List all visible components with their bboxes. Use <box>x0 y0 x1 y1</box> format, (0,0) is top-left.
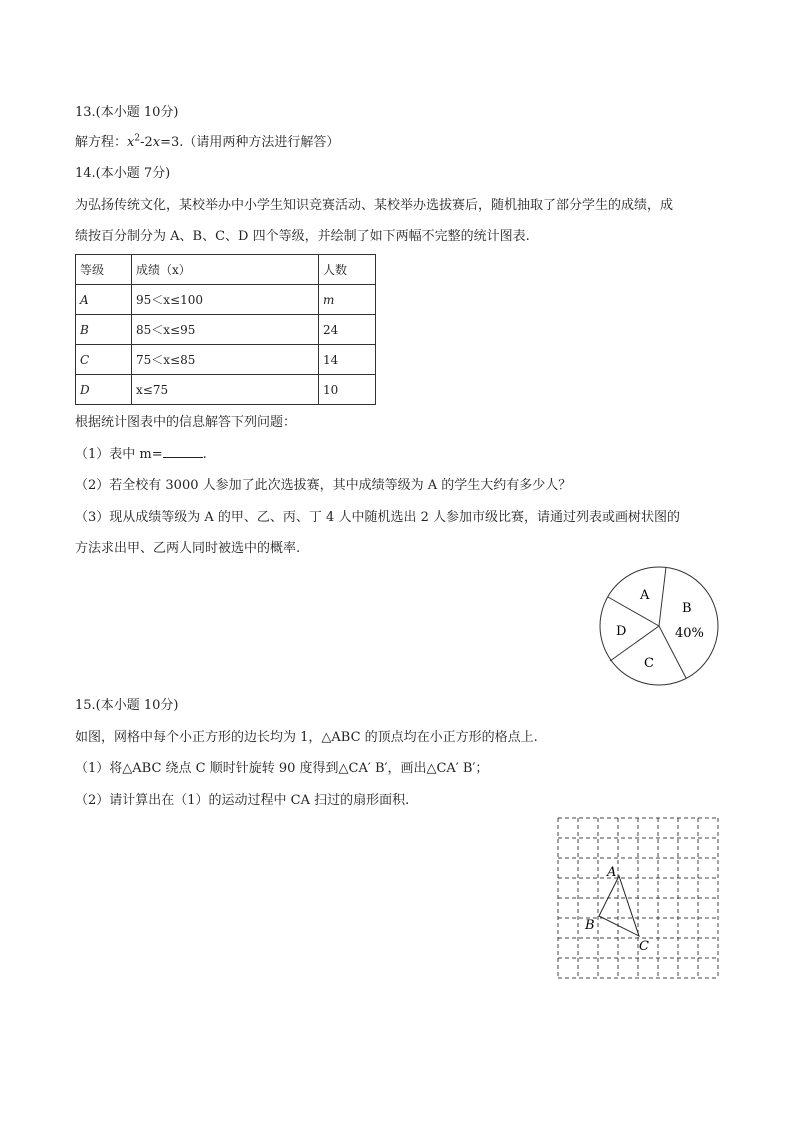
q14-prompt: 根据统计图表中的信息解答下列问题： <box>75 415 297 430</box>
table-cell-grade: B <box>76 315 132 345</box>
table-cell-count: 24 <box>319 315 376 345</box>
q15-sub1: （1）将△ABC 绕点 C 顺时针旋转 90 度得到△CA′ B′，画出△CA′ B′； <box>75 761 489 776</box>
table-cell-count: m <box>319 285 376 315</box>
q15-intro: 如图，网格中每个小正方形的边长均为 1，△ABC 的顶点均在小正方形的格点上. <box>75 730 538 745</box>
q13-var-x: x <box>127 135 135 150</box>
table-header: 人数 <box>319 255 376 285</box>
table-header: 成绩（x） <box>132 255 319 285</box>
table-header: 等级 <box>76 255 132 285</box>
table-cell-range: 95＜x≤100 <box>132 285 319 315</box>
pie-divider-ab <box>659 567 666 626</box>
score-table <box>75 254 376 405</box>
pie-label-c: C <box>644 656 654 671</box>
table-cell-grade: C <box>76 345 132 375</box>
table-row <box>76 285 376 315</box>
table-row <box>76 375 376 405</box>
grid-figure <box>556 816 720 980</box>
q14-sub3-line1: （3）现从成绩等级为 A 的甲、乙、丙、丁 4 人中随机选出 2 人参加市级比赛，请通过列表或画树状图的 <box>75 510 680 525</box>
q14-intro-line1: 为弘扬传统文化，某校举办中小学生知识竞赛活动、某校举办选拔赛后，随机抽取了部分学生的成绩，成 <box>75 198 674 213</box>
pie-divider-da <box>608 597 659 626</box>
dashed-grid <box>558 818 718 978</box>
table-cell-count: 10 <box>319 375 376 405</box>
pie-label-b: B <box>682 601 692 616</box>
answer-blank <box>163 445 203 458</box>
pie-label-a: A <box>640 588 650 603</box>
q13-var-x2: x <box>152 135 161 150</box>
pie-label-b-percent: 40% <box>675 626 704 641</box>
pie-label-d: D <box>616 624 627 639</box>
table-cell-grade: A <box>76 285 132 315</box>
table-row <box>76 315 376 345</box>
q13-rest: =3.（请用两种方法进行解答） <box>160 135 340 150</box>
table-cell-count: 14 <box>319 345 376 375</box>
table-row <box>76 345 376 375</box>
pie-chart <box>596 565 722 687</box>
q13-mid: -2 <box>140 135 153 150</box>
q14-sub1: （1）表中 m= . <box>75 447 207 462</box>
q14-sub3-line2: 方法求出甲、乙两人同时被选中的概率. <box>75 541 301 556</box>
vertex-label-c: C <box>639 939 649 954</box>
vertex-label-b: B <box>585 918 595 933</box>
table-cell-range: 75＜x≤85 <box>132 345 319 375</box>
q15-sub2: （2）请计算出在（1）的运动过程中 CA 扫过的扇形面积. <box>75 793 410 808</box>
q14-intro-line2: 绩按百分制分为 A、B、C、D 四个等级，并绘制了如下两幅不完整的统计图表. <box>75 229 530 244</box>
table-cell-grade: D <box>76 375 132 405</box>
table-cell-range: x≤75 <box>132 375 319 405</box>
table-header-row <box>76 255 376 285</box>
triangle-abc <box>599 876 639 936</box>
q14-sub2: （2）若全校有 3000 人参加了此次选拔赛，其中成绩等级为 A 的学生大约有多少人？ <box>75 478 572 493</box>
q13-exponent: 2 <box>134 133 141 144</box>
q13-heading: 13.(本小题 10分) <box>75 105 179 120</box>
vertex-label-a: A <box>607 865 617 880</box>
q14-heading: 14.(本小题 7分) <box>75 166 171 181</box>
table-cell-range: 85＜x≤95 <box>132 315 319 345</box>
q13-prefix: 解方程： <box>75 135 128 150</box>
q13-equation <box>75 134 339 152</box>
q15-heading: 15.(本小题 10分) <box>75 698 179 713</box>
